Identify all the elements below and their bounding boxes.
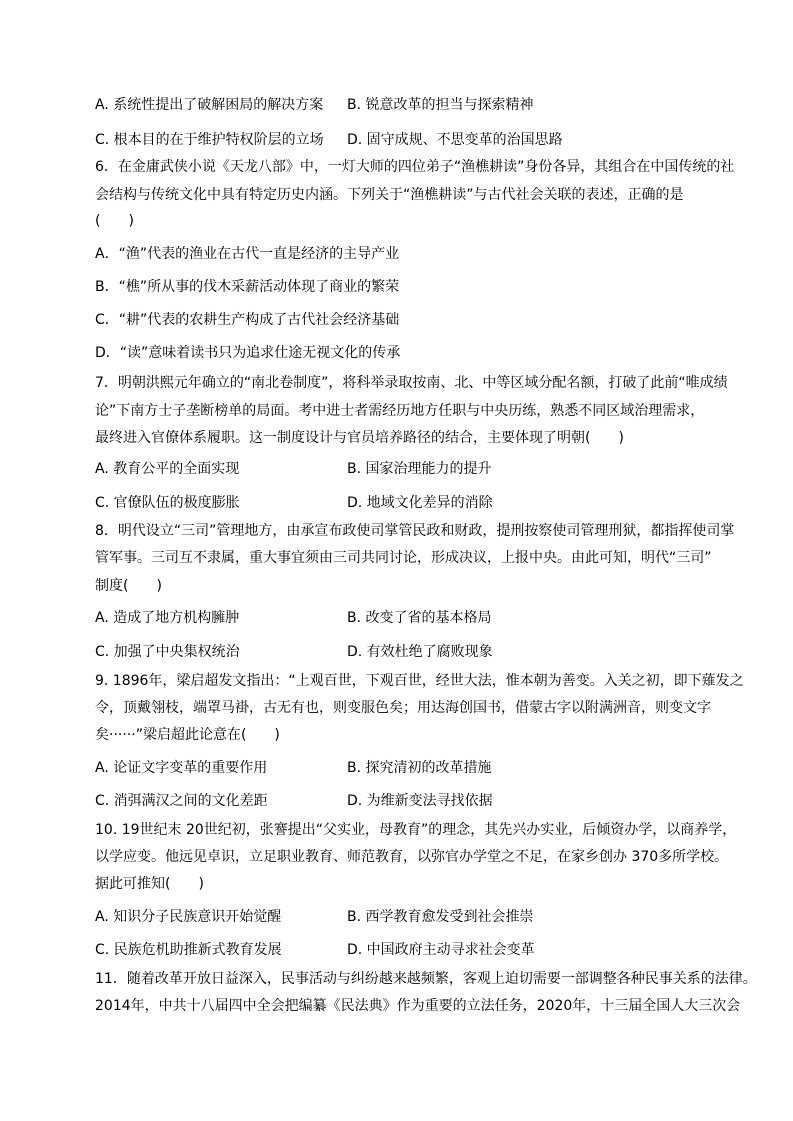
- q7-option-d: D. 地域文化差异的消除: [347, 495, 493, 511]
- q9-stem-line-2: 令，顶戴翎枝，端罩马褂，古无有也，则变服色矣；用达海创国书，借蒙古字以附满洲音，则变文字: [95, 700, 711, 716]
- q9-stem-line-3: 矣······”梁启超此论意在( ): [95, 727, 280, 743]
- q6-stem-line-2: 会结构与传统文化中具有特定历史内涵。下列关于“渔樵耕读”与古代社会关联的表述，正确的是: [95, 187, 684, 203]
- q6-option-d: D．“读”意味着读书只为追求仕途无视文化的传承: [95, 345, 401, 361]
- q7-stem-line-3: 最终进入官僚体系履职。这一制度设计与官员培养路径的结合，主要体现了明朝( ): [95, 430, 624, 446]
- q9-stem-line-1: 9. 1896年，梁启超发文指出：“上观百世，下观百世，经世大法，惟本朝为善变。入关之初，即下薙发之: [95, 673, 744, 689]
- q10-option-a: A. 知识分子民族意识开始觉醒: [95, 909, 282, 925]
- q11-stem-line-1: 11．随着改革开放日益深入，民事活动与纠纷越来越频繁，客观上迫切需要一部调整各种民事关系的法律。: [95, 971, 757, 987]
- q7-stem-line-2: 论”下南方士子垄断榜单的局面。考中进士者需经历地方任职与中央历练，熟悉不同区域治理需求，: [95, 403, 705, 419]
- q5-option-b: B. 锐意改革的担当与探索精神: [347, 97, 534, 113]
- q5-option-a: A. 系统性提出了破解困局的解决方案: [95, 97, 324, 113]
- q7-option-a: A. 教育公平的全面实现: [95, 461, 240, 477]
- q8-option-b: B. 改变了省的基本格局: [347, 610, 492, 626]
- q6-option-b: B．“樵”所从事的伐木采薪活动体现了商业的繁荣: [95, 279, 400, 295]
- q7-stem-line-1: 7．明朝洪熙元年确立的“南北卷制度”，将科举录取按南、北、中等区域分配名额，打破了此前“唯成绩: [95, 375, 728, 391]
- q6-stem-line-1: 6．在金庸武侠小说《天龙八部》中，一灯大师的四位弟子“渔樵耕读”身份各异，其组合在中国传统的社: [95, 159, 735, 175]
- q6-option-c: C．“耕”代表的农耕生产构成了古代社会经济基础: [95, 312, 400, 328]
- q10-option-b: B. 西学教育愈发受到社会推崇: [347, 909, 534, 925]
- q8-stem-line-2: 管军事。三司互不隶属，重大事宜须由三司共同讨论，形成决议，上报中央。由此可知，明代“三司”: [95, 550, 712, 566]
- q9-option-c: C. 消弭满汉之间的文化差距: [95, 793, 268, 809]
- q6-stem-line-3: ( ): [95, 213, 134, 229]
- q10-stem-line-2: 以学应变。他远见卓识，立足职业教育、师范教育，以弥官办学堂之不足，在家乡创办 370多所学校。: [95, 849, 729, 865]
- q8-option-d: D. 有效杜绝了腐败现象: [347, 644, 493, 660]
- q6-option-a: A．“渔”代表的渔业在古代一直是经济的主导产业: [95, 246, 400, 262]
- q9-option-b: B. 探究清初的改革措施: [347, 760, 492, 776]
- q10-option-d: D. 中国政府主动寻求社会变革: [347, 942, 535, 958]
- q9-option-a: A. 论证文字变革的重要作用: [95, 760, 268, 776]
- q8-option-c: C. 加强了中央集权统治: [95, 644, 240, 660]
- q10-stem-line-1: 10. 19世纪末 20世纪初，张謇提出“父实业，母教育”的理念，其先兴办实业，后倾资办学，以商养学，: [95, 822, 737, 838]
- q5-option-c: C. 根本目的在于维护特权阶层的立场: [95, 132, 324, 148]
- q5-option-d: D. 固守成规、不思变革的治国思路: [347, 132, 563, 148]
- q11-stem-line-2: 2014年，中共十八届四中全会把编纂《民法典》作为重要的立法任务，2020年，十三届全国人大三次会: [95, 998, 741, 1014]
- q10-option-c: C. 民族危机助推新式教育发展: [95, 942, 282, 958]
- q8-stem-line-1: 8．明代设立“三司”管理地方，由承宣布政使司掌管民政和财政，提刑按察使司管理刑狱，都指挥使司掌: [95, 523, 735, 539]
- q8-stem-line-3: 制度( ): [95, 578, 162, 594]
- q7-option-c: C. 官僚队伍的极度膨胀: [95, 495, 240, 511]
- q10-stem-line-3: 据此可推知( ): [95, 876, 204, 892]
- q9-option-d: D. 为维新变法寻找依据: [347, 793, 493, 809]
- q8-option-a: A. 造成了地方机构臃肿: [95, 610, 240, 626]
- q7-option-b: B. 国家治理能力的提升: [347, 461, 492, 477]
